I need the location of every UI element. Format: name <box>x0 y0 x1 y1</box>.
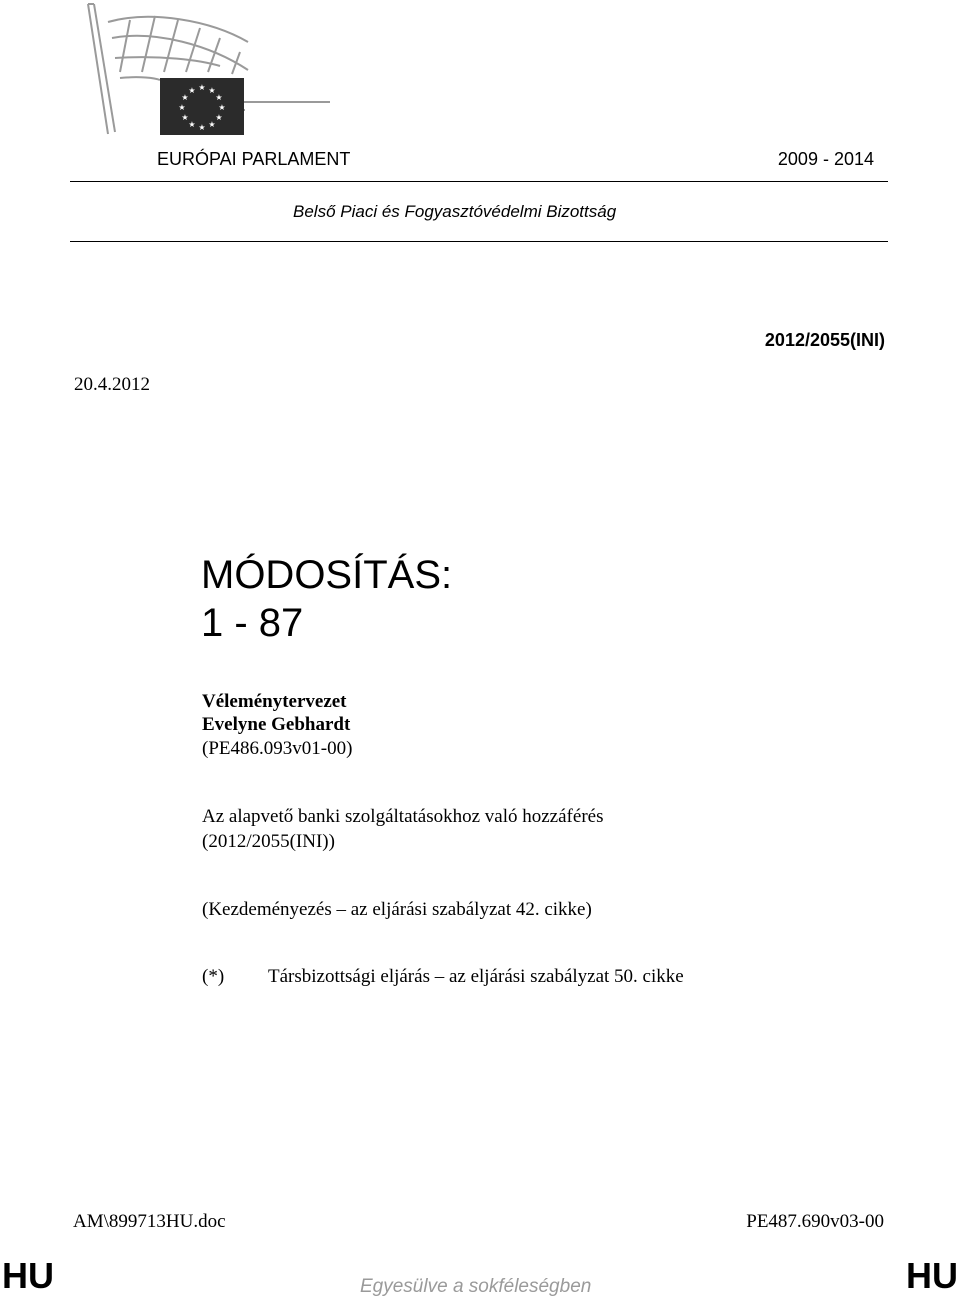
svg-text:★: ★ <box>188 120 196 129</box>
initiative-note: (Kezdeményezés – az eljárási szabályzat 42. cikke) <box>202 899 592 920</box>
svg-text:★: ★ <box>198 83 206 92</box>
svg-text:★: ★ <box>198 123 206 132</box>
footer-pe-reference: PE487.690v03-00 <box>746 1211 884 1232</box>
committee-name: Belső Piaci és Fogyasztóvédelmi Bizottság <box>293 202 617 221</box>
svg-text:★: ★ <box>218 103 226 112</box>
header-rule-top <box>70 181 888 182</box>
european-parliament-logo-icon <box>60 0 350 140</box>
svg-text:★: ★ <box>181 93 189 102</box>
footer-motto: Egyesülve a sokféleségben <box>360 1276 592 1297</box>
associated-procedure: Társbizottsági eljárás – az eljárási szabályzat 50. cikke <box>268 966 684 987</box>
svg-text:★: ★ <box>188 86 196 95</box>
associated-marker: (*) <box>202 966 225 987</box>
footer-doc-reference: AM\899713HU.doc <box>73 1211 226 1232</box>
svg-text:★: ★ <box>178 103 186 112</box>
draft-reference: (PE486.093v01-00) <box>202 738 353 759</box>
parliamentary-term: 2009 - 2014 <box>777 149 874 169</box>
header-rule-bottom <box>70 241 888 242</box>
footer-language-right: HU <box>906 1255 958 1296</box>
institution-name: EURÓPAI PARLAMENT <box>157 149 351 169</box>
svg-text:★: ★ <box>208 120 216 129</box>
footer-language-left: HU <box>2 1255 54 1296</box>
amendment-range: 1 - 87 <box>201 601 304 645</box>
document-date: 20.4.2012 <box>74 374 150 395</box>
svg-text:★: ★ <box>181 113 189 122</box>
subject-line-1: Az alapvető banki szolgáltatásokhoz való hozzáférés <box>202 806 604 827</box>
procedure-number: 2012/2055(INI) <box>764 330 885 350</box>
draft-author: Evelyne Gebhardt <box>202 714 351 735</box>
svg-text:★: ★ <box>215 113 223 122</box>
subject-line-2: (2012/2055(INI)) <box>202 831 335 852</box>
page-title: MÓDOSÍTÁS: <box>201 553 453 597</box>
svg-text:★: ★ <box>208 86 216 95</box>
draft-type: Véleménytervezet <box>202 691 347 712</box>
svg-text:★: ★ <box>215 93 223 102</box>
